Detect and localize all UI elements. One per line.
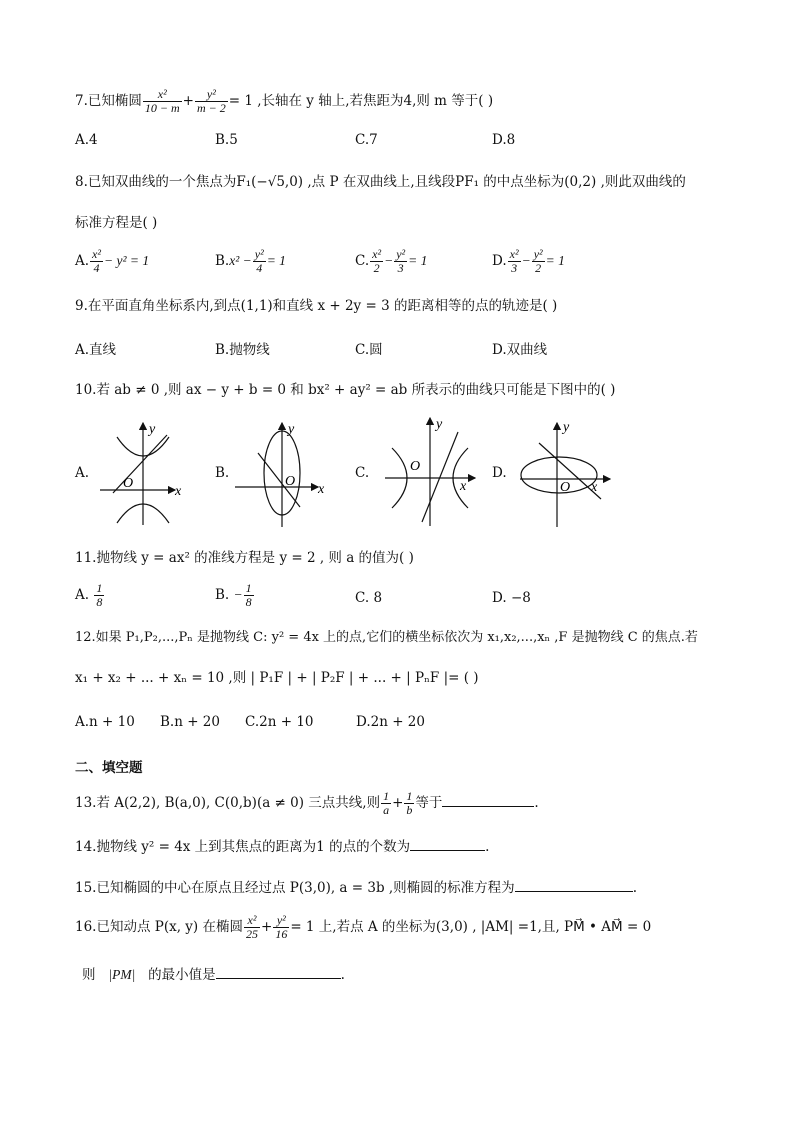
q12-option-c: C.2n + 10 (245, 714, 314, 730)
q9-option-d: D.双曲线 (492, 342, 548, 358)
q14-text: 14.抛物线 y² = 4x 上到其焦点的距离为1 的点的个数为 . (75, 836, 489, 857)
q9-option-c: C.圆 (355, 342, 383, 358)
q11-option-c: C. 8 (355, 590, 383, 606)
y-axis-label: y (436, 417, 443, 432)
y-axis-label: y (149, 422, 156, 437)
q13-text: 13.若 A(2,2), B(a,0), C(0,b)(a ≠ 0) 三点共线,则 $\frac{1}{a}$ + $\frac{1}{b}$ 等于 . (75, 789, 539, 817)
q8-text-line2: 标准方程是( ) (75, 215, 158, 231)
section-heading-fill-in: 二、填空题 (75, 760, 143, 776)
x-axis-label: x (318, 482, 325, 497)
q7-option-c: C.7 (355, 132, 378, 148)
q12-option-a: A.n + 10 (75, 714, 135, 730)
q9-option-b: B.抛物线 (215, 342, 270, 358)
q7-text: 7.已知椭圆 $\frac{\text{x²}}{10 - m}$ + $\frac{\text{y²}}{m - 2}$ = 1 ,长轴在 y 轴上,若焦距为4,则 m 等于( ) (75, 87, 494, 115)
q8-option-d: D. $\frac{\text{x²}}{3}$ − $\frac{\text{y²}}{2}$ = 1 (492, 247, 565, 275)
q13-answer-blank[interactable] (442, 792, 534, 807)
q11-option-d: D. −8 (492, 590, 531, 606)
q8-option-a: A. $\frac{\text{x²}}{4}$ − y² = 1 (75, 247, 150, 275)
q11-option-a: A. $\frac{1}{8}$ (75, 581, 103, 609)
q11-text: 11.抛物线 y = ax² 的准线方程是 y = 2 , 则 a 的值为( ) (75, 550, 414, 566)
q10-figure-a (95, 415, 205, 530)
q16-text-line2: 则 |PM| 的最小值是 . (82, 964, 345, 985)
q8-option-c: C. $\frac{\text{x²}}{2}$ − $\frac{\text{y²}}{3}$ = 1 (355, 247, 428, 275)
y-axis-label: y (563, 420, 570, 435)
q14-answer-blank[interactable] (410, 836, 485, 851)
x-axis-label: x (460, 479, 467, 494)
line (113, 435, 167, 493)
q9-option-a: A.直线 (75, 342, 117, 358)
q8-text-line1: 8.已知双曲线的一个焦点为F₁(−√5,0) ,点 P 在双曲线上,且线段PF₁ 的中点坐标为(0,2) ,则此双曲线的 (75, 174, 686, 190)
q10-figure-c (380, 410, 490, 530)
q16-text-line1: 16.已知动点 P(x, y) 在椭圆 $\frac{\text{x²}}{25}$ + $\frac{\text{y²}}{16}$ = 1 上,若点 A 的坐标为(3,0) , |AM| =1,且, PM⃗ • AM⃗ = 0 (75, 913, 652, 941)
q7-option-b: B.5 (215, 132, 238, 148)
q15-text: 15.已知椭圆的中心在原点且经过点 P(3,0), a = 3b ,则椭圆的标准方程为 . (75, 877, 637, 898)
q12-text-line1: 12.如果 P₁,P₂,...,Pₙ 是抛物线 C: y² = 4x 上的点,它们的横坐标依次为 x₁,x₂,...,xₙ ,F 是抛物线 C 的焦点.若 (75, 630, 698, 645)
origin-label: O (123, 476, 134, 491)
q11-option-b: B. − $\frac{1}{8}$ (215, 581, 252, 609)
q7-option-a: A.4 (75, 132, 98, 148)
q10-figure-d (515, 415, 625, 530)
q15-answer-blank[interactable] (515, 877, 633, 892)
q10-option-b: B. (215, 465, 230, 481)
q10-option-c: C. (355, 465, 370, 481)
q9-text: 9.在平面直角坐标系内,到点(1,1)和直线 x + 2y = 3 的距离相等的点的轨迹是( ) (75, 298, 558, 314)
ellipse (521, 457, 597, 493)
y-axis-label: y (288, 422, 295, 437)
q12-option-b: B.n + 20 (160, 714, 220, 730)
q12-option-d: D.2n + 20 (356, 714, 425, 730)
x-axis-label: x (591, 480, 598, 495)
q16-answer-blank[interactable] (216, 964, 341, 979)
q12-text-line2: x₁ + x₂ + ... + xₙ = 10 ,则 | P₁F | + | P₂F | + ... + | PₙF |= ( ) (75, 670, 479, 686)
q10-option-d: D. (492, 465, 507, 481)
q7-option-d: D.8 (492, 132, 516, 148)
origin-label: O (560, 480, 571, 495)
origin-label: O (285, 474, 296, 489)
q8-option-b: B.x² − $\frac{\text{y²}}{4}$ = 1 (215, 247, 286, 275)
q10-figure-b (230, 415, 340, 530)
q10-text: 10.若 ab ≠ 0 ,则 ax − y + b = 0 和 bx² + ay² = ab 所表示的曲线只可能是下图中的( ) (75, 382, 616, 398)
x-axis-label: x (175, 484, 182, 499)
q10-option-a: A. (75, 465, 90, 481)
origin-label: O (410, 459, 421, 474)
